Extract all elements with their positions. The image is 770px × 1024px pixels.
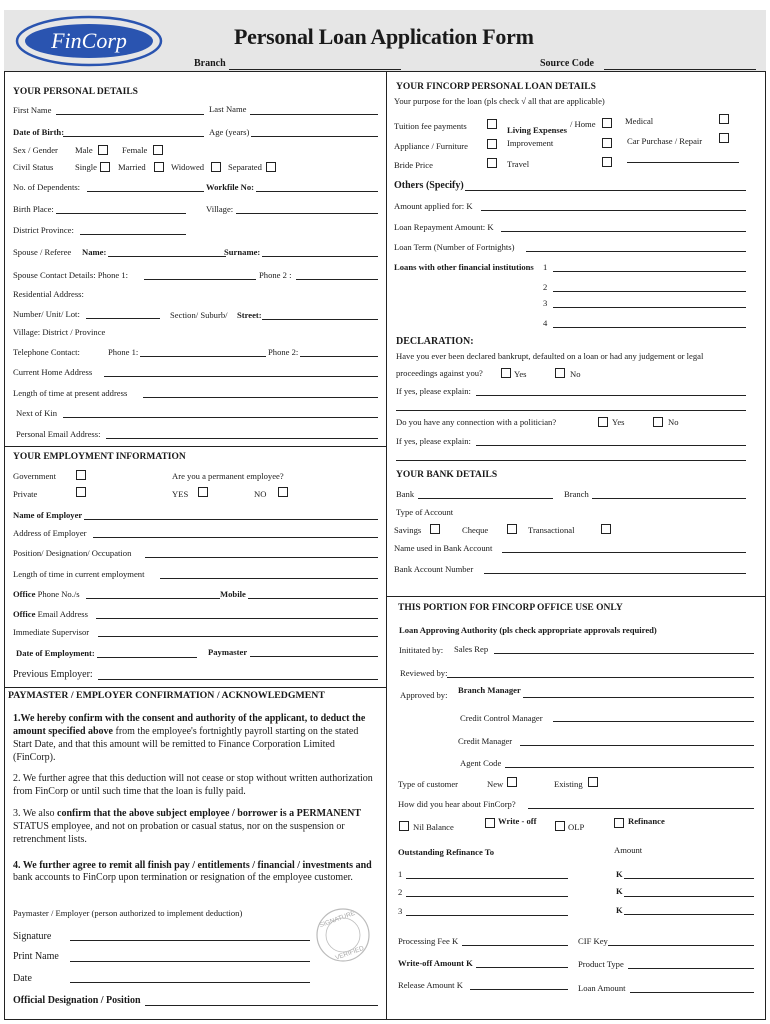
- previous-employer-label: Previous Employer:: [13, 669, 93, 680]
- bankrupt-explain-label: If yes, please explain:: [396, 386, 471, 396]
- politician-no-checkbox[interactable]: [653, 417, 663, 427]
- dob-label: Date of Birth:: [13, 127, 65, 137]
- spouse-label: Spouse / Referee: [13, 247, 72, 257]
- supervisor-field[interactable]: [98, 636, 378, 637]
- bankrupt-no-checkbox[interactable]: [555, 368, 565, 378]
- branch-field[interactable]: [229, 69, 401, 70]
- release-amount-field[interactable]: [470, 989, 568, 990]
- declaration-heading: DECLARATION:: [396, 336, 474, 347]
- loan-purpose-label: Your purpose for the loan (pls check √ all that are applicable): [394, 96, 605, 106]
- medical-checkbox[interactable]: [719, 114, 729, 124]
- agent-code-field[interactable]: [505, 767, 754, 768]
- car-label: Car Purchase / Repair: [627, 136, 703, 146]
- refinance-to-field-1[interactable]: [406, 878, 568, 879]
- reviewed-label: Reviewed by:: [400, 668, 448, 678]
- svg-text:SIGNATURE: SIGNATURE: [318, 909, 357, 930]
- amount-label: Amount applied for: K: [394, 201, 473, 211]
- bankrupt-explain-field-2[interactable]: [396, 410, 746, 411]
- spouse-contact-label: Spouse Contact Details: Phone 1:: [13, 270, 129, 280]
- permanent-question: Are you a permanent employee?: [172, 471, 284, 481]
- branch-manager-label: Branch Manager: [458, 685, 521, 695]
- medical-label: Medical: [625, 116, 654, 126]
- institution-number-4: 4: [543, 318, 548, 328]
- account-name-field[interactable]: [502, 552, 746, 553]
- village-label: Village:: [206, 204, 234, 214]
- employer-address-field[interactable]: [93, 537, 378, 538]
- branch-manager-field[interactable]: [523, 697, 754, 698]
- refinance-amount-field-2[interactable]: [624, 896, 754, 897]
- designation-field[interactable]: [145, 1005, 378, 1006]
- branch-label: Branch: [194, 58, 226, 69]
- signature-label: Signature: [13, 931, 52, 942]
- repayment-label: Loan Repayment Amount: K: [394, 222, 494, 232]
- date-field[interactable]: [70, 982, 310, 983]
- release-amount-label: Release Amount K: [398, 980, 463, 990]
- appliance-label: Appliance / Furniture: [394, 141, 468, 151]
- print-name-field[interactable]: [70, 961, 310, 962]
- private-label: Private: [13, 489, 38, 499]
- living-expenses-label: Living Expenses: [507, 125, 567, 135]
- signature-field[interactable]: [70, 940, 310, 941]
- credit-control-label: Credit Control Manager: [460, 713, 543, 723]
- dependents-label: No. of Dependents:: [13, 182, 81, 192]
- authorized-label: Paymaster / Employer (person authorized to implement deduction): [13, 908, 243, 918]
- sales-rep-label: Sales Rep: [454, 644, 489, 654]
- customer-type-label: Type of customer: [398, 779, 459, 789]
- institution-number-2: 2: [543, 282, 548, 292]
- birth-place-field[interactable]: [56, 213, 186, 214]
- refinance-label: Refinance: [628, 816, 665, 826]
- length-present-field[interactable]: [143, 397, 378, 398]
- government-checkbox[interactable]: [76, 470, 86, 480]
- credit-manager-label: Credit Manager: [458, 736, 513, 746]
- separated-checkbox[interactable]: [266, 162, 276, 172]
- age-field[interactable]: [251, 136, 378, 137]
- cheque-checkbox[interactable]: [507, 524, 517, 534]
- loan-amount-field[interactable]: [630, 992, 754, 993]
- single-label: Single: [75, 162, 97, 172]
- refinance-k-2: K: [616, 886, 623, 896]
- workfile-field[interactable]: [256, 191, 378, 192]
- loan-amount-label: Loan Amount: [578, 983, 626, 993]
- district-label: District Province:: [13, 225, 74, 235]
- street-field[interactable]: [262, 319, 378, 320]
- refinance-to-field-2[interactable]: [406, 896, 568, 897]
- savings-checkbox[interactable]: [430, 524, 440, 534]
- processing-fee-label: Processing Fee K: [398, 936, 459, 946]
- district-field[interactable]: [80, 234, 186, 235]
- institution-number-3: 3: [543, 298, 548, 308]
- paymaster-label: Paymaster: [208, 647, 248, 657]
- credit-manager-field[interactable]: [520, 745, 754, 746]
- account-number-label: Bank Account Number: [394, 564, 474, 574]
- widowed-label: Widowed: [171, 162, 205, 172]
- spouse-name-label: Name:: [82, 247, 107, 257]
- svg-text:VERIFIED: VERIFIED: [334, 944, 365, 962]
- married-checkbox[interactable]: [154, 162, 164, 172]
- loan-term-label: Loan Term (Number of Fortnights): [394, 242, 515, 252]
- date-employment-field[interactable]: [97, 657, 197, 658]
- sex-label: Sex / Gender: [13, 145, 58, 155]
- separated-label: Separated: [228, 162, 262, 172]
- permanent-no-checkbox[interactable]: [278, 487, 288, 497]
- credit-control-field[interactable]: [553, 721, 754, 722]
- section-divider: [4, 446, 386, 447]
- number-field[interactable]: [86, 318, 160, 319]
- politician-yes-label: Yes: [612, 417, 625, 427]
- existing-customer-checkbox[interactable]: [588, 777, 598, 787]
- refinance-k-3: K: [616, 905, 623, 915]
- personal-details-heading: YOUR PERSONAL DETAILS: [13, 87, 138, 97]
- writeoff-label: Write - off: [498, 816, 537, 826]
- product-type-label: Product Type: [578, 959, 624, 969]
- svg-text:FinCorp: FinCorp: [51, 28, 127, 53]
- bankrupt-no-label: No: [570, 369, 581, 379]
- spouse-phone2-label: Phone 2 :: [259, 270, 292, 280]
- bankrupt-yes-label: Yes: [514, 369, 527, 379]
- bank-field[interactable]: [418, 498, 553, 499]
- other-purpose-field[interactable]: [627, 162, 739, 163]
- single-checkbox[interactable]: [100, 162, 110, 172]
- repayment-field[interactable]: [501, 231, 746, 232]
- position-label: Position/ Designation/ Occupation: [13, 548, 132, 558]
- loan-details-heading: YOUR FINCORP PERSONAL LOAN DETAILS: [396, 82, 596, 92]
- telephone-label: Telephone Contact:: [13, 347, 80, 357]
- last-name-field[interactable]: [250, 114, 378, 115]
- politician-explain-field[interactable]: [476, 445, 746, 446]
- length-employment-label: Length of time in current employment: [13, 569, 145, 579]
- supervisor-label: Immediate Supervisor: [13, 627, 90, 637]
- signature-verified-stamp: [314, 906, 372, 964]
- refinance-checkbox[interactable]: [614, 818, 624, 828]
- paymaster-field[interactable]: [250, 656, 378, 657]
- office-phone-field[interactable]: [86, 598, 220, 599]
- village-field[interactable]: [236, 213, 378, 214]
- next-of-kin-label: Next of Kin: [16, 408, 58, 418]
- writeoff-amount-label: Write-off Amount K: [398, 958, 473, 968]
- others-field[interactable]: [465, 190, 746, 191]
- fincorp-logo: [14, 15, 164, 67]
- tel-phone1-field[interactable]: [140, 356, 266, 357]
- private-checkbox[interactable]: [76, 487, 86, 497]
- civil-status-label: Civil Status: [13, 162, 54, 172]
- improvement-label: Improvement: [507, 138, 554, 148]
- first-name-field[interactable]: [56, 114, 204, 115]
- cif-key-field[interactable]: [608, 945, 754, 946]
- column-divider: [386, 72, 387, 1020]
- mobile-field[interactable]: [248, 598, 378, 599]
- spouse-surname-field[interactable]: [262, 256, 378, 257]
- yes-label: YES: [172, 489, 189, 499]
- office-email-label: Office Email Address: [13, 609, 88, 619]
- employer-name-field[interactable]: [84, 519, 378, 520]
- bank-label: Bank: [396, 489, 415, 499]
- initiated-label: Inititated by:: [399, 645, 444, 655]
- loan-term-field[interactable]: [526, 251, 746, 252]
- sales-rep-field[interactable]: [494, 653, 754, 654]
- agent-code-label: Agent Code: [460, 758, 502, 768]
- age-label: Age (years): [209, 127, 250, 137]
- section-label: Section/ Suburb/: [170, 310, 228, 320]
- reviewed-field[interactable]: [447, 677, 754, 678]
- spouse-name-field[interactable]: [108, 256, 226, 257]
- approved-label: Approved by:: [400, 690, 448, 700]
- spouse-phone1-field[interactable]: [144, 279, 256, 280]
- bankrupt-explain-field[interactable]: [476, 395, 746, 396]
- designation-label: Official Designation / Position: [13, 995, 141, 1006]
- bankrupt-question: Have you ever been declared bankrupt, defaulted on a loan or had any judgement or legal: [396, 351, 704, 361]
- paymaster-heading: PAYMASTER / EMPLOYER CONFIRMATION / ACKNOWLEDGMENT: [8, 690, 325, 701]
- institution-number-1: 1: [543, 262, 548, 272]
- section-divider: [4, 687, 386, 688]
- bankrupt-yes-checkbox[interactable]: [501, 368, 511, 378]
- travel-checkbox[interactable]: [602, 157, 612, 167]
- source-code-field[interactable]: [604, 69, 756, 70]
- refinance-k-1: K: [616, 869, 623, 879]
- current-home-field[interactable]: [104, 376, 378, 377]
- others-label: Others (Specify): [394, 180, 464, 191]
- residential-label: Residential Address:: [13, 289, 84, 299]
- married-label: Married: [118, 162, 146, 172]
- savings-label: Savings: [394, 525, 422, 535]
- email-label: Personal Email Address:: [16, 429, 101, 439]
- workfile-label: Workfile No:: [206, 182, 254, 192]
- politician-explain-label: If yes, please explain:: [396, 436, 471, 446]
- page-title: Personal Loan Application Form: [234, 24, 534, 49]
- confirmation-paragraph-2: 2. We further agree that this deduction will not cease or stop without written authorization from FinCorp or until such time that the loan is fully paid.: [13, 773, 373, 797]
- next-of-kin-field[interactable]: [63, 417, 378, 418]
- village-district-label: Village: District / Province: [13, 327, 106, 337]
- refinance-amount-field-1[interactable]: [624, 878, 754, 879]
- male-label: Male: [75, 145, 93, 155]
- no-label: NO: [254, 489, 267, 499]
- institution-field-2[interactable]: [553, 291, 746, 292]
- institution-field-4[interactable]: [553, 327, 746, 328]
- confirmation-paragraph-3: 3. We also confirm that the above subject employee / borrower is a PERMANENT STATUS employee, and not on probation or casual status, nor on the suspension or retrenchment lists.: [13, 808, 362, 845]
- confirmation-paragraph-1: 1.We hereby confirm with the consent and authority of the applicant, to deduct the amount specified above from the employee's fortnightly payroll starting on the stated Start Date, and that this amount will be remitted to Finance Corporation Limited (FinCorp).: [13, 713, 366, 763]
- refinance-number-3: 3: [398, 906, 403, 916]
- employment-heading: YOUR EMPLOYMENT INFORMATION: [13, 452, 186, 462]
- approving-authority-label: Loan Approving Authority (pls check appropriate approvals required): [399, 625, 657, 635]
- mobile-label: Mobile: [220, 589, 246, 599]
- refinance-number-2: 2: [398, 887, 403, 897]
- institution-field-1[interactable]: [553, 271, 746, 272]
- employer-name-label: Name of Employer: [13, 510, 83, 520]
- product-type-field[interactable]: [628, 968, 754, 969]
- print-name-label: Print Name: [13, 951, 59, 962]
- refinance-number-1: 1: [398, 869, 403, 879]
- tel-phone2-label: Phone 2:: [268, 347, 299, 357]
- cheque-label: Cheque: [462, 525, 489, 535]
- street-label: Street:: [237, 310, 262, 320]
- writeoff-checkbox[interactable]: [485, 818, 495, 828]
- institution-field-3[interactable]: [553, 307, 746, 308]
- length-employment-field[interactable]: [160, 578, 378, 579]
- bride-price-checkbox[interactable]: [487, 158, 497, 168]
- dependents-field[interactable]: [87, 191, 204, 192]
- politician-question: Do you have any connection with a politician?: [396, 417, 557, 427]
- female-checkbox[interactable]: [153, 145, 163, 155]
- office-use-heading: THIS PORTION FOR FINCORP OFFICE USE ONLY: [398, 603, 623, 613]
- hear-label: How did you hear about FinCorp?: [398, 799, 516, 809]
- politician-yes-checkbox[interactable]: [598, 417, 608, 427]
- dob-field[interactable]: [63, 136, 204, 137]
- hear-field[interactable]: [528, 808, 754, 809]
- olp-checkbox[interactable]: [555, 821, 565, 831]
- male-checkbox[interactable]: [98, 145, 108, 155]
- existing-customer-label: Existing: [554, 779, 583, 789]
- writeoff-amount-field[interactable]: [476, 967, 568, 968]
- other-institutions-label: Loans with other financial institutions: [394, 262, 534, 272]
- female-label: Female: [122, 145, 148, 155]
- confirmation-paragraph-4: 4. We further agree to remit all finish pay / entitlements / financial / investments and bank accounts to FinCorp upon termination or resignation of the employee customer.: [13, 860, 372, 883]
- home-improvement-checkbox[interactable]: [602, 118, 612, 128]
- position-field[interactable]: [145, 557, 378, 558]
- permanent-yes-checkbox[interactable]: [198, 487, 208, 497]
- new-customer-checkbox[interactable]: [507, 777, 517, 787]
- appliance-checkbox[interactable]: [487, 139, 497, 149]
- outstanding-refinance-label: Outstanding Refinance To: [398, 847, 494, 857]
- bride-price-label: Bride Price: [394, 160, 433, 170]
- bankrupt-question-cont: proceedings against you?: [396, 368, 483, 378]
- tel-phone2-field[interactable]: [300, 356, 378, 357]
- office-email-field[interactable]: [96, 618, 378, 619]
- car-checkbox[interactable]: [719, 133, 729, 143]
- first-name-label: First Name: [13, 105, 52, 115]
- tel-phone1-label: Phone 1:: [108, 347, 139, 357]
- amount-column-label: Amount: [614, 845, 643, 855]
- bank-details-heading: YOUR BANK DETAILS: [396, 470, 498, 480]
- refinance-to-field-3[interactable]: [406, 915, 568, 916]
- nil-balance-checkbox[interactable]: [399, 821, 409, 831]
- living-expenses-checkbox[interactable]: [602, 138, 612, 148]
- widowed-checkbox[interactable]: [211, 162, 221, 172]
- number-label: Number/ Unit/ Lot:: [13, 309, 80, 319]
- employer-address-label: Address of Employer: [13, 528, 87, 538]
- refinance-amount-field-3[interactable]: [624, 914, 754, 915]
- transactional-label: Transactional: [528, 525, 575, 535]
- bank-branch-label: Branch: [564, 489, 589, 499]
- home-label: / Home: [570, 119, 596, 129]
- account-name-label: Name used in Bank Account: [394, 543, 493, 553]
- birth-place-label: Birth Place:: [13, 204, 54, 214]
- date-label: Date: [13, 973, 32, 984]
- tuition-label: Tuition fee payments: [394, 121, 467, 131]
- processing-fee-field[interactable]: [462, 945, 568, 946]
- new-customer-label: New: [487, 779, 504, 789]
- amount-field[interactable]: [481, 210, 746, 211]
- account-number-field[interactable]: [484, 573, 746, 574]
- section-divider: [386, 596, 766, 597]
- length-present-label: Length of time at present address: [13, 388, 128, 398]
- politician-no-label: No: [668, 417, 679, 427]
- email-field[interactable]: [106, 438, 378, 439]
- nil-balance-label: Nil Balance: [413, 822, 454, 832]
- cif-key-label: CIF Key: [578, 936, 608, 946]
- previous-employer-field[interactable]: [98, 679, 378, 680]
- spouse-phone2-field[interactable]: [296, 279, 378, 280]
- tuition-checkbox[interactable]: [487, 119, 497, 129]
- last-name-label: Last Name: [209, 104, 247, 114]
- account-type-label: Type of Account: [396, 507, 454, 517]
- spouse-surname-label: Surname:: [224, 247, 261, 257]
- olp-label: OLP: [568, 822, 585, 832]
- source-code-label: Source Code: [540, 58, 594, 69]
- office-phone-label: Office Phone No./s: [13, 589, 80, 599]
- politician-explain-field-2[interactable]: [396, 460, 746, 461]
- bank-branch-field[interactable]: [592, 498, 746, 499]
- current-home-label: Current Home Address: [13, 367, 93, 377]
- government-label: Government: [13, 471, 56, 481]
- travel-label: Travel: [507, 159, 530, 169]
- date-employment-label: Date of Employment:: [16, 648, 95, 658]
- transactional-checkbox[interactable]: [601, 524, 611, 534]
